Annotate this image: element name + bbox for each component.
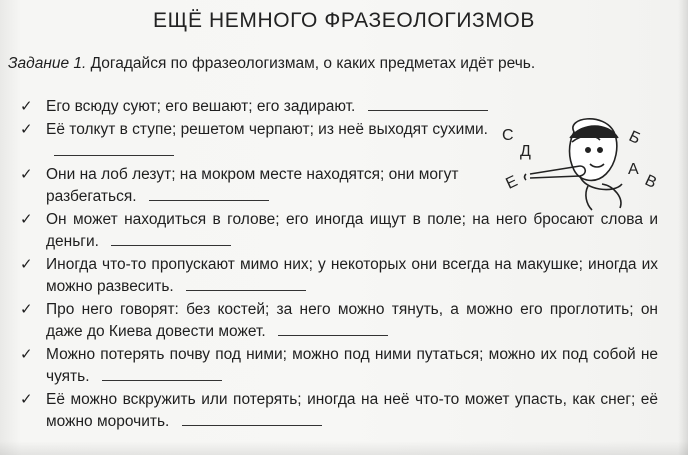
bottom-edge-shadow (0, 441, 688, 455)
list-item (18, 209, 658, 253)
task-label: Задание 1. (8, 55, 87, 72)
item-text: Её можно вскружить или потерять; иногда на неё что-то может упасть, как снег; её можно морочить. (46, 391, 658, 430)
item-text: Они на лоб лезут; на мокром месте находятся; они могут разбегаться. (46, 166, 459, 205)
answer-blank[interactable] (186, 289, 306, 291)
list-item (18, 164, 506, 208)
list-item (18, 254, 658, 298)
item-text: Её толкут в ступе; решетом черпают; из неё выходят сухими. (46, 121, 488, 138)
letter-d: Д (520, 143, 531, 160)
item-text: Про него говорят: без костей; за него можно тянуть, а можно его проглотить; он даже до Киева довести может. (46, 301, 658, 340)
checkmark-icon: ✓ (20, 391, 33, 408)
letter-b: Б (626, 127, 643, 148)
checkmark-icon: ✓ (20, 211, 33, 228)
checkmark-icon: ✓ (20, 121, 33, 138)
checkmark-icon: ✓ (20, 301, 33, 318)
list-item (18, 119, 506, 163)
boy-reading-letters-illustration (496, 112, 666, 212)
checkmark-icon: ✓ (20, 256, 33, 273)
right-edge-shadow (678, 0, 688, 455)
task-text: Догадайся по фразеологизмам, о каких предметах идёт речь. (90, 55, 536, 72)
letter-v: В (642, 171, 660, 192)
checkmark-icon: ✓ (20, 166, 33, 183)
answer-blank[interactable] (102, 379, 222, 381)
task-instruction (8, 53, 658, 75)
boy-head-icon (570, 119, 623, 190)
item-text: Иногда что-то пропускают мимо них; у некоторых они всегда на макушке; иногда их можно развесить. (46, 256, 658, 295)
letter-e: Е (503, 172, 521, 193)
answer-blank[interactable] (182, 424, 322, 426)
page-title: ЕЩЁ НЕМНОГО ФРАЗЕОЛОГИЗМОВ (153, 9, 535, 32)
answer-blank[interactable] (54, 154, 174, 156)
answer-blank[interactable] (278, 334, 388, 336)
list-item (18, 344, 658, 388)
letter-c: С (502, 127, 514, 144)
answer-blank[interactable] (368, 109, 488, 111)
item-text: Его всюду суют; его вешают; его задирают. (46, 98, 356, 115)
letter-a: А (628, 161, 639, 178)
answer-blank[interactable] (149, 199, 269, 201)
checkmark-icon: ✓ (20, 346, 33, 363)
list-item (18, 389, 658, 433)
list-item (18, 299, 658, 343)
item-text: Он может находиться в голове; его иногда ищут в поле; на него бросают слова и деньги. (46, 211, 658, 250)
answer-blank[interactable] (111, 244, 231, 246)
item-text: Можно потерять почву под ними; можно под ними путаться; можно их под собой не чуять. (46, 346, 658, 385)
checkmark-icon: ✓ (20, 98, 33, 115)
